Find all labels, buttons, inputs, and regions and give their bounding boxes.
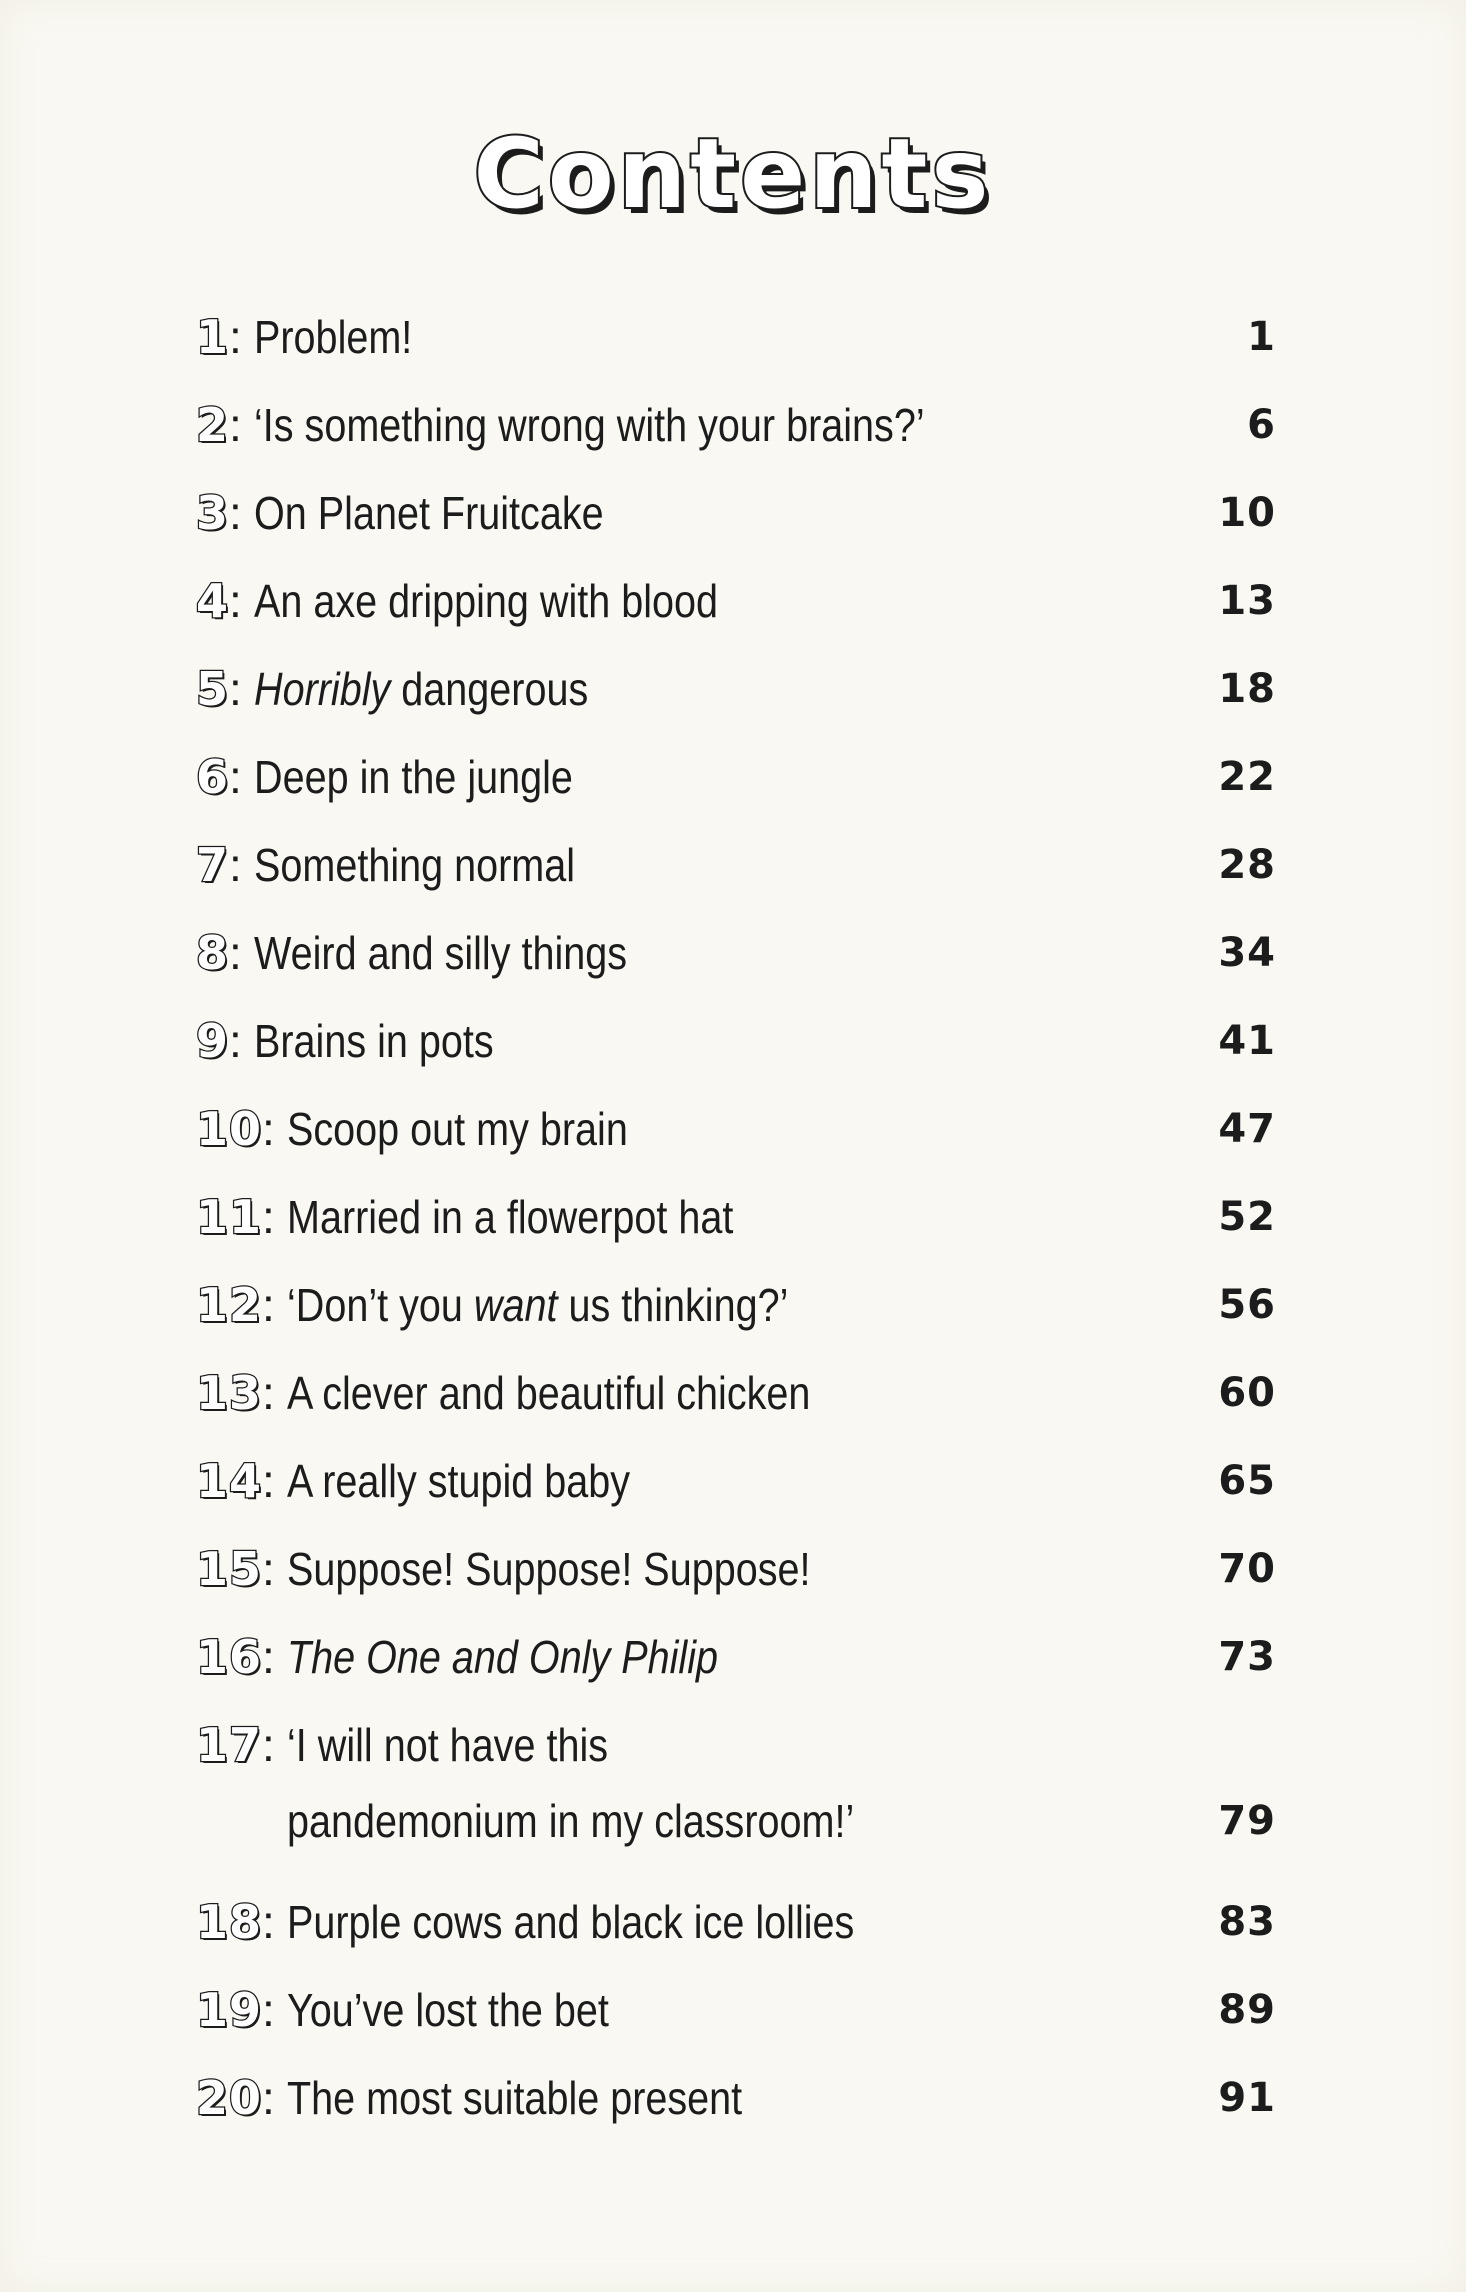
chapter-separator: : bbox=[229, 575, 242, 627]
chapter-title-part: On Planet Fruitcake bbox=[253, 487, 604, 539]
page-title: Contents bbox=[473, 118, 993, 230]
page-number: 34 bbox=[1218, 930, 1276, 976]
page-number: 28 bbox=[1218, 842, 1276, 888]
chapter-separator: : bbox=[229, 1015, 242, 1067]
chapter-title-part: Brains in pots bbox=[253, 1015, 494, 1067]
chapter-title-part: An axe dripping with blood bbox=[253, 575, 718, 627]
chapter-separator: : bbox=[262, 1896, 275, 1948]
toc-entry bbox=[196, 312, 1276, 362]
chapter-number: 18 bbox=[196, 1895, 263, 1949]
chapter-number: 5 bbox=[196, 662, 230, 716]
chapter-title-part: A clever and beautiful chicken bbox=[286, 1367, 811, 1419]
chapter-separator: : bbox=[229, 487, 242, 539]
chapter-number: 6 bbox=[196, 750, 230, 804]
chapter-title bbox=[287, 1368, 1138, 1418]
chapter-title-part: Problem! bbox=[253, 311, 413, 363]
chapter-number: 7 bbox=[196, 838, 230, 892]
chapter-title-part: us thinking?’ bbox=[557, 1279, 789, 1331]
chapter-separator: : bbox=[262, 1543, 275, 1595]
chapter-title bbox=[287, 2073, 1138, 2123]
toc-entry bbox=[196, 664, 1276, 714]
page-number: 41 bbox=[1218, 1018, 1276, 1064]
chapter-title-part: Deep in the jungle bbox=[253, 751, 573, 803]
chapter-title-part: want bbox=[473, 1279, 558, 1331]
chapter-separator: : bbox=[229, 751, 242, 803]
chapter-title bbox=[254, 664, 1133, 714]
chapter-title bbox=[287, 1897, 1138, 1947]
chapter-title-part: You’ve lost the bet bbox=[286, 1984, 609, 2036]
chapter-title-part: ‘Is something wrong with your brains?’ bbox=[253, 399, 925, 451]
toc-entry bbox=[196, 928, 1276, 978]
chapter-separator: : bbox=[262, 1103, 275, 1155]
chapter-title-part: The most suitable present bbox=[286, 2072, 742, 2124]
chapter-title bbox=[287, 1544, 1138, 1594]
page-number: 89 bbox=[1218, 1987, 1276, 2033]
chapter-title bbox=[287, 1632, 1138, 1682]
toc-entry bbox=[196, 1280, 1276, 1330]
chapter-title-part: dangerous bbox=[390, 663, 589, 715]
chapter-title-part: Scoop out my brain bbox=[286, 1103, 628, 1155]
chapter-title-part: The One and Only Philip bbox=[286, 1631, 718, 1683]
page-number: 91 bbox=[1218, 2075, 1276, 2121]
chapter-title-part: Horribly bbox=[253, 663, 391, 715]
chapter-number: 3 bbox=[196, 486, 230, 540]
toc-entry bbox=[196, 576, 1276, 626]
toc-entry bbox=[196, 840, 1276, 890]
chapter-number: 12 bbox=[196, 1278, 263, 1332]
chapter-separator: : bbox=[229, 927, 242, 979]
chapter-title bbox=[287, 1192, 1138, 1242]
toc-entry bbox=[196, 400, 1276, 450]
chapter-number: 8 bbox=[196, 926, 230, 980]
toc-entry bbox=[196, 1720, 1276, 1859]
chapter-number: 2 bbox=[196, 398, 230, 452]
page-number: 73 bbox=[1218, 1634, 1276, 1680]
chapter-number: 16 bbox=[196, 1630, 263, 1684]
toc-entry bbox=[196, 2073, 1276, 2123]
table-of-contents bbox=[196, 312, 1276, 2161]
page-number: 18 bbox=[1218, 666, 1276, 712]
chapter-number: 9 bbox=[196, 1014, 230, 1068]
page-number: 47 bbox=[1218, 1106, 1276, 1152]
chapter-separator: : bbox=[262, 1279, 275, 1331]
chapter-separator: : bbox=[262, 1455, 275, 1507]
toc-entry bbox=[196, 1192, 1276, 1242]
chapter-separator: : bbox=[229, 839, 242, 891]
toc-entry bbox=[196, 1544, 1276, 1594]
chapter-number: 11 bbox=[196, 1190, 263, 1244]
toc-entry bbox=[196, 1016, 1276, 1066]
chapter-title bbox=[287, 1707, 1138, 1859]
toc-entry bbox=[196, 488, 1276, 538]
chapter-separator: : bbox=[262, 1719, 275, 1771]
chapter-number: 13 bbox=[196, 1366, 263, 1420]
chapter-separator: : bbox=[262, 1984, 275, 2036]
page-number: 83 bbox=[1218, 1899, 1276, 1945]
page-number: 6 bbox=[1247, 402, 1276, 448]
page-number: 60 bbox=[1218, 1370, 1276, 1416]
page-number: 79 bbox=[1218, 1798, 1276, 1844]
chapter-separator: : bbox=[229, 663, 242, 715]
chapter-title-part: ‘Don’t you bbox=[286, 1279, 474, 1331]
chapter-number: 14 bbox=[196, 1454, 263, 1508]
chapter-title bbox=[287, 1985, 1138, 2035]
chapter-title bbox=[254, 400, 1133, 450]
chapter-title bbox=[254, 488, 1133, 538]
chapter-number: 10 bbox=[196, 1102, 263, 1156]
chapter-number: 4 bbox=[196, 574, 230, 628]
chapter-title bbox=[287, 1280, 1138, 1330]
chapter-separator: : bbox=[262, 2072, 275, 2124]
chapter-title-part: Married in a flowerpot hat bbox=[286, 1191, 734, 1243]
toc-entry bbox=[196, 1456, 1276, 1506]
chapter-title-part: Weird and silly things bbox=[253, 927, 627, 979]
chapter-title bbox=[287, 1456, 1138, 1506]
chapter-title bbox=[254, 840, 1133, 890]
page-number: 70 bbox=[1218, 1546, 1276, 1592]
chapter-title bbox=[254, 752, 1133, 802]
chapter-title bbox=[254, 312, 1133, 362]
chapter-separator: : bbox=[262, 1631, 275, 1683]
chapter-number: 20 bbox=[196, 2071, 263, 2125]
chapter-number: 1 bbox=[196, 310, 230, 364]
chapter-title-part: ‘I will not have this bbox=[286, 1719, 608, 1771]
page-number: 13 bbox=[1218, 578, 1276, 624]
chapter-title bbox=[254, 1016, 1133, 1066]
toc-entry bbox=[196, 1897, 1276, 1947]
page-number: 22 bbox=[1218, 754, 1276, 800]
chapter-number: 15 bbox=[196, 1542, 263, 1596]
chapter-title-part: Something normal bbox=[253, 839, 575, 891]
chapter-separator: : bbox=[229, 399, 242, 451]
page-number: 65 bbox=[1218, 1458, 1276, 1504]
page-number: 1 bbox=[1247, 314, 1276, 360]
chapter-title bbox=[287, 1104, 1138, 1154]
chapter-title bbox=[254, 928, 1133, 978]
chapter-title bbox=[254, 576, 1133, 626]
page-number: 56 bbox=[1218, 1282, 1276, 1328]
toc-entry bbox=[196, 752, 1276, 802]
chapter-separator: : bbox=[262, 1191, 275, 1243]
chapter-title-part: Suppose! Suppose! Suppose! bbox=[286, 1543, 811, 1595]
toc-entry bbox=[196, 1985, 1276, 2035]
toc-entry bbox=[196, 1104, 1276, 1154]
chapter-separator: : bbox=[229, 311, 242, 363]
chapter-number: 19 bbox=[196, 1983, 263, 2037]
page-number: 52 bbox=[1218, 1194, 1276, 1240]
toc-entry bbox=[196, 1632, 1276, 1682]
page-number: 10 bbox=[1218, 490, 1276, 536]
chapter-separator: : bbox=[262, 1367, 275, 1419]
toc-entry bbox=[196, 1368, 1276, 1418]
chapter-number: 17 bbox=[196, 1718, 263, 1772]
chapter-title-part: Purple cows and black ice lollies bbox=[286, 1896, 855, 1948]
chapter-title-part: A really stupid baby bbox=[286, 1455, 630, 1507]
chapter-title-part: pandemonium in my classroom!’ bbox=[286, 1795, 855, 1847]
